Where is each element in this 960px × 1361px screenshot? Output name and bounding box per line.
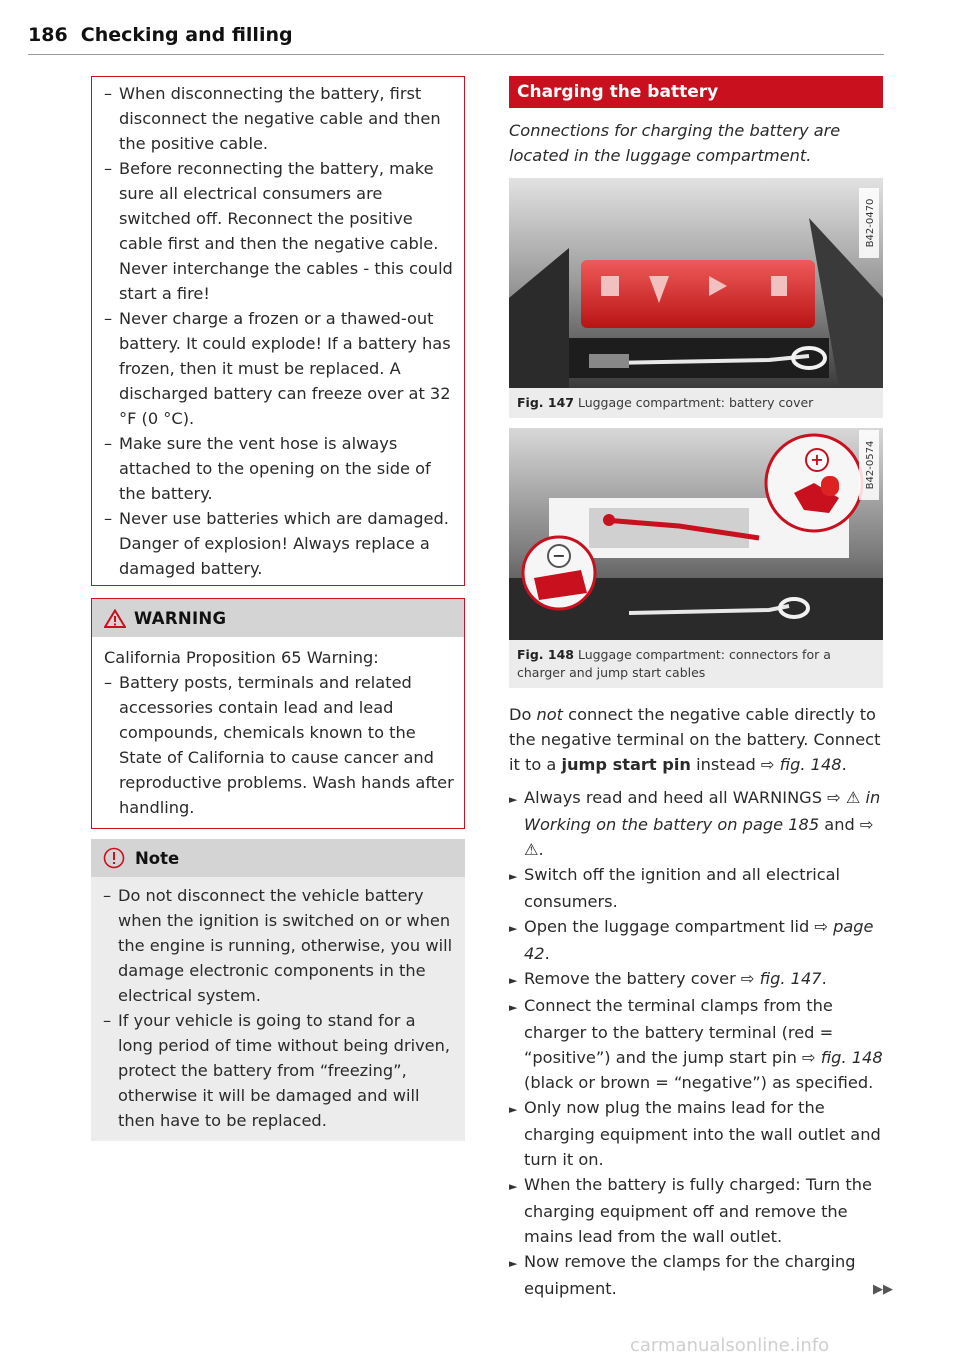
figure-link[interactable]: ⇨ fig. 147	[740, 969, 822, 988]
figure-caption	[509, 388, 883, 418]
figure-147	[509, 178, 883, 418]
list-item: – Do not disconnect the vehicle battery when the ignition is switched on or when the engine is running, otherwise, you will damage electronic components in the electrical system.	[103, 886, 453, 1005]
note-list	[103, 883, 455, 1133]
continue-arrow-icon: ▶▶	[873, 1282, 893, 1297]
list-item: – Battery posts, terminals and related accessories contain lead and lead compounds, chemicals known to the State of California to cause cancer and reproductive problems. Wash hands after handling.	[104, 673, 454, 817]
figure-link[interactable]: ⇨ fig. 148	[802, 1048, 883, 1067]
watermark: carmanualsonline.info	[630, 1335, 830, 1356]
page-link[interactable]: in Working on the battery on page 185	[524, 788, 881, 834]
warning-list	[104, 670, 454, 820]
figure-caption-text: Luggage compartment: connectors for a charger and jump start cables	[517, 647, 831, 680]
figure-caption	[509, 640, 883, 688]
step-item: ► Now remove the clamps for the charging equipment.	[509, 1252, 856, 1298]
figure-label: Fig. 148	[517, 647, 574, 662]
info-circle-icon	[103, 847, 125, 869]
step-item: ► When the battery is fully charged: Turn the charging equipment off and remove the mains lead from the wall outlet.	[509, 1175, 872, 1246]
precautions-list	[104, 81, 454, 581]
battery-connectors-image	[509, 428, 883, 640]
figure-caption-text: Luggage compartment: battery cover	[577, 395, 814, 410]
step-item: ► Remove the battery cover ⇨ fig. 147.	[509, 969, 827, 988]
page-header	[28, 24, 884, 55]
warning-intro: California Proposition 65 Warning:	[104, 648, 379, 667]
section-intro: Connections for charging the battery are located in the luggage compartment.	[509, 121, 841, 165]
battery-precautions-box	[91, 76, 465, 586]
list-item: – Never charge a frozen or a thawed-out battery. It could explode! If a battery has frozen, then it must be replaced. A discharged battery can freeze over at 32 °F (0 °C).	[104, 309, 451, 428]
list-item: – Before reconnecting the battery, make sure all electrical consumers are switched off. Reconnect the positive cable first and then the negative cable. Never interchange the cables - this could start a fire!	[104, 159, 453, 303]
warning-body	[92, 637, 464, 828]
note-box	[91, 839, 465, 1141]
body-paragraph: Do not connect the negative cable directly to the negative terminal on the battery. Connect it to a jump start pin instead ⇨ fig. 148.	[509, 705, 881, 774]
battery-cover-image	[509, 178, 883, 388]
plus-symbol: +	[810, 450, 824, 469]
figure-code: B42-0470	[865, 198, 876, 248]
step-item: ► Switch off the ignition and all electrical consumers.	[509, 865, 841, 911]
minus-symbol: −	[552, 546, 566, 565]
step-item: ► Open the luggage compartment lid ⇨ page 42.	[509, 917, 874, 963]
warning-triangle-icon	[104, 609, 126, 628]
figure-label: Fig. 147	[517, 395, 574, 410]
chapter-title: Checking and filling	[80, 24, 293, 46]
page-number: 186	[28, 24, 68, 46]
left-column	[91, 76, 465, 1141]
section-heading: Charging the battery	[509, 76, 883, 108]
list-item: – When disconnecting the battery, first disconnect the negative cable and then the positive cable.	[104, 84, 441, 153]
instruction-steps	[509, 785, 893, 1301]
note-body	[91, 877, 465, 1141]
list-item: – If your vehicle is going to stand for a long period of time without being driven, protect the battery from “freezing”, otherwise it will be damaged and will then have to be replaced.	[103, 1011, 451, 1130]
list-item: – Make sure the vent hose is always attached to the opening on the side of the battery.	[104, 434, 431, 503]
warning-title: WARNING	[134, 608, 227, 628]
figure-148	[509, 428, 883, 688]
warning-header	[92, 599, 464, 637]
figure-link[interactable]: ⇨ fig. 148	[760, 755, 842, 774]
step-item: ► Only now plug the mains lead for the charging equipment into the wall outlet and turn it on.	[509, 1098, 881, 1169]
note-header	[91, 839, 465, 877]
page-link[interactable]: ⇨ page 42	[524, 917, 874, 963]
step-item: ► Connect the terminal clamps from the charger to the battery terminal (red = “positive”) and the jump start pin ⇨ fig. 148 (black or brown = “negative”) as specified.	[509, 996, 883, 1092]
warning-box	[91, 598, 465, 829]
list-item: – Never use batteries which are damaged. Danger of explosion! Always replace a damaged battery.	[104, 509, 449, 578]
note-title: Note	[135, 848, 180, 868]
step-item: ► Always read and heed all WARNINGS ⇨ ⚠ in Working on the battery on page 185 and ⇨ ⚠.	[509, 788, 881, 859]
figure-code: B42-0574	[865, 440, 876, 490]
right-column	[509, 76, 893, 1301]
